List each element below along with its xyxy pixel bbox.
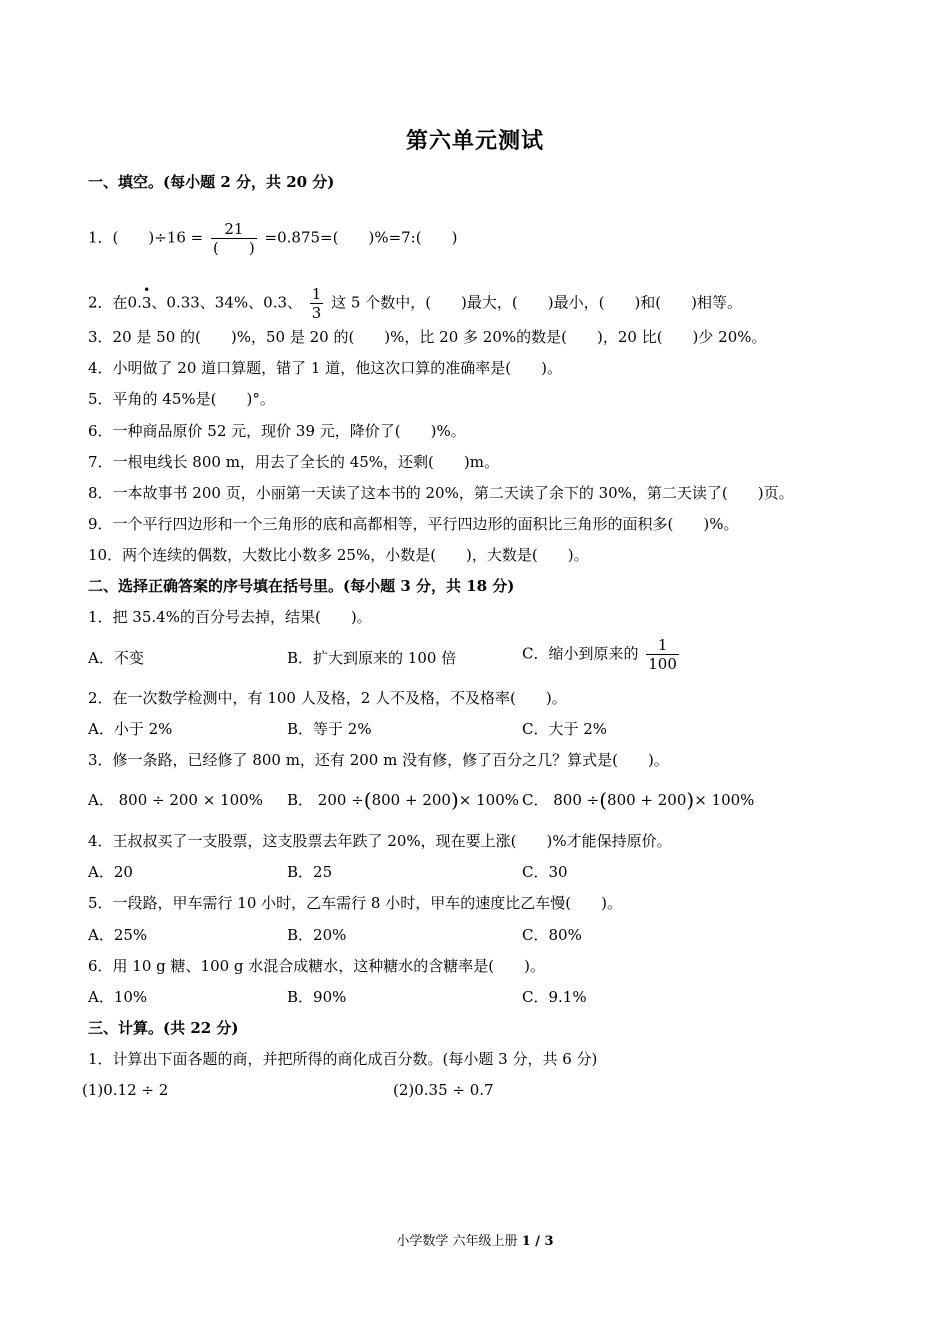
- page-title: 第六单元测试: [405, 128, 544, 154]
- s2-q4-option-a: A．20: [88, 863, 133, 881]
- s2-q4-option-b: B．25: [287, 863, 333, 881]
- s2-q3-c-inner: 800 + 200: [607, 791, 687, 809]
- s2-q4: 4．王叔叔买了一支股票，这支股票去年跌了 20%，现在要上涨( )%才能保持原价。: [88, 832, 672, 850]
- s2-q5-option-b: B．20%: [287, 926, 347, 944]
- s1-q3: 3．20 是 50 的( )%，50 是 20 的( )%，比 20 多 20%的数是( )，20 比( )少 20%。: [88, 328, 767, 346]
- s2-q3-option-c: [522, 790, 754, 810]
- s2-q3-c-post: × 100%: [694, 791, 755, 809]
- s2-q1-option-b: B．扩大到原来的 100 倍: [287, 649, 457, 667]
- repeat-dot: •: [143, 282, 151, 297]
- footer-subject: 小学数学 六年级上册: [396, 1234, 522, 1249]
- s2-q3-b-post: × 100%: [458, 791, 519, 809]
- s2-q2-option-b: B．等于 2%: [287, 720, 372, 738]
- right-paren: ): [686, 788, 695, 812]
- s2-q1-option-a: A．不变: [88, 649, 144, 667]
- s1-q4: 4．小明做了 20 道口算题，错了 1 道，他这次口算的准确率是( )。: [88, 359, 562, 377]
- s2-q3-b-pre: B． 200 ÷: [287, 791, 364, 809]
- s2-q1-c-numerator: 1: [646, 636, 679, 655]
- s2-q3-c-pre: C． 800 ÷: [522, 791, 600, 809]
- s2-q1-c-denominator: 100: [648, 655, 677, 673]
- s2-q6-option-a: A．10%: [88, 988, 148, 1006]
- s2-q2-option-a: A．小于 2%: [88, 720, 173, 738]
- s1-q10: 10．两个连续的偶数，大数比小数多 25%，小数是( )，大数是( )。: [88, 546, 589, 564]
- s1-q2: [88, 282, 743, 322]
- s1-q2-pre: 2．在: [88, 293, 128, 312]
- s2-q1-option-c-text: C．缩小到原来的: [522, 644, 639, 663]
- s1-q2-fraction: [310, 285, 324, 322]
- s2-q5-option-a: A．25%: [88, 926, 148, 944]
- s3-q1: 1．计算出下面各题的商，并把所得的商化成百分数。(每小题 3 分，共 6 分): [88, 1050, 598, 1068]
- page-number: 1 / 3: [521, 1234, 554, 1249]
- s2-q5-option-c: C．80%: [522, 926, 582, 944]
- repeat-digit: 3: [141, 293, 152, 312]
- section-2-heading: 二、选择正确答案的序号填在括号里。(每小题 3 分，共 18 分): [88, 577, 515, 595]
- page-footer: [0, 1230, 950, 1249]
- s1-q1-post: =0.875=( )%=7:( ): [264, 228, 458, 247]
- s2-q2-option-c: C．大于 2%: [522, 720, 608, 738]
- s1-q6: 6．一种商品原价 52 元，现价 39 元，降价了( )%。: [88, 422, 466, 440]
- s2-q3-option-b: [287, 790, 519, 810]
- s2-q6-option-c: C．9.1%: [522, 988, 587, 1006]
- s2-q2: 2．在一次数学检测中，有 100 人及格，2 人不及格，不及格率( )。: [88, 689, 567, 707]
- s1-q2-post: 这 5 个数中，( )最大，( )最小，( )和( )相等。: [331, 293, 743, 312]
- s1-q7: 7．一根电线长 800 m，用去了全长的 45%，还剩( )m。: [88, 453, 499, 471]
- s1-q1-numerator: 21: [211, 220, 257, 239]
- section-1-heading: 一、填空。(每小题 2 分，共 20 分): [88, 173, 335, 191]
- section-3-heading: 三、计算。(共 22 分): [88, 1019, 239, 1037]
- s2-q1: 1．把 35.4%的百分号去掉，结果( )。: [88, 608, 372, 626]
- right-paren: ): [450, 788, 459, 812]
- s1-q2-numerator: 1: [311, 285, 322, 303]
- s2-q5: 5．一段路，甲车需行 10 小时，乙车需行 8 小时，甲车的速度比乙车慢( )。: [88, 894, 622, 912]
- s1-q2-mid: 、0.33、34%、0.3、: [151, 293, 302, 312]
- s2-q1-option-c-fraction: [646, 636, 679, 673]
- s1-q2-denominator: 3: [311, 304, 322, 322]
- s1-q1-fraction: [211, 220, 257, 257]
- repeating-decimal-int: 0.: [127, 293, 142, 312]
- s2-q6: 6．用 10 g 糖、100 g 水混合成糖水，这种糖水的含糖率是( )。: [88, 957, 546, 975]
- repeating-decimal-digit: [141, 282, 152, 313]
- s2-q3-option-a: A． 800 ÷ 200 × 100%: [88, 791, 263, 809]
- s3-problem-1: (1)0.12 ÷ 2: [82, 1081, 169, 1099]
- s2-q1-option-c: [522, 636, 682, 673]
- s3-problem-2: (2)0.35 ÷ 0.7: [393, 1081, 494, 1099]
- left-paren: (: [599, 788, 608, 812]
- s1-q1: [88, 220, 457, 257]
- s1-q9: 9．一个平行四边形和一个三角形的底和高都相等，平行四边形的面积比三角形的面积多( )%。: [88, 515, 739, 533]
- s1-q1-pre: 1．( )÷16 =: [88, 228, 204, 247]
- s2-q3: 3．修一条路，已经修了 800 m，还有 200 m 没有修，修了百分之几？算式是( )。: [88, 751, 669, 769]
- s2-q3-b-inner: 800 + 200: [371, 791, 451, 809]
- s1-q1-denominator: ( ): [213, 239, 255, 257]
- s1-q5: 5．平角的 45%是( )°。: [88, 390, 275, 408]
- left-paren: (: [363, 788, 372, 812]
- s2-q6-option-b: B．90%: [287, 988, 347, 1006]
- s1-q8: 8．一本故事书 200 页，小丽第一天读了这本书的 20%，第二天读了余下的 30%，第二天读了( )页。: [88, 484, 794, 502]
- s2-q4-option-c: C．30: [522, 863, 568, 881]
